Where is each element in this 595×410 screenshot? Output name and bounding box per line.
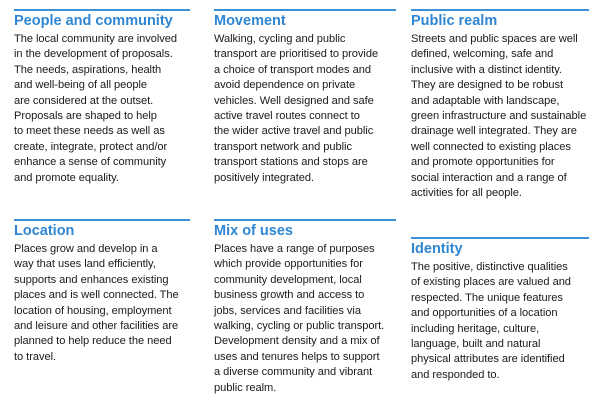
card-text (411, 32, 589, 201)
card-divider (14, 9, 190, 11)
text-line: and opportunities of a location (411, 307, 558, 320)
text-line: are considered at the outset. (14, 94, 154, 107)
text-line: and leisure and other facilities are (14, 320, 179, 333)
text-line: location of housing, employment (14, 304, 172, 317)
card-text (14, 32, 190, 186)
text-line: a choice of transport modes and (214, 63, 371, 76)
card-mix-of-uses (214, 219, 396, 396)
text-line: a diverse community and vibrant (214, 366, 373, 379)
card-divider (14, 219, 190, 221)
text-line: inclusive with a distinct identity. (411, 63, 562, 76)
text-line: create, integrate, protect and/or (14, 140, 168, 153)
text-line: respected. The unique features (411, 291, 563, 304)
text-line: The local community are involved (14, 33, 178, 45)
text-line: supports and enhances existing (14, 273, 169, 286)
text-line: transport network and public (214, 140, 352, 153)
text-line: to meet these needs as well as (14, 125, 165, 138)
card-text (14, 242, 190, 365)
card-text (214, 32, 396, 186)
text-line: They are designed to be robust (411, 79, 564, 92)
text-line: language, built and natural (411, 338, 541, 351)
text-line: The needs, aspirations, health (14, 63, 162, 76)
text-line: positively integrated. (214, 171, 315, 184)
text-line: and promote equality. (14, 171, 119, 184)
text-line: way that uses land efficiently, (14, 258, 156, 271)
text-line: The positive, distinctive qualities (411, 261, 568, 273)
card-movement (214, 9, 396, 186)
card-divider (214, 9, 396, 11)
text-line: planned to help reduce the need (14, 335, 172, 348)
text-line: to travel. (14, 350, 57, 363)
text-line: community development, local (214, 273, 362, 286)
text-line: green infrastructure and sustainable (411, 110, 587, 123)
text-line: transport stations and stops are (214, 156, 368, 169)
text-line: of existing places are valued and (411, 276, 571, 289)
text-line: uses and tenures helps to support (214, 350, 380, 363)
card-location (14, 219, 190, 365)
card-text (411, 260, 589, 383)
text-line: and promote opportunities for (411, 156, 555, 169)
text-line: enhance a sense of community (14, 156, 167, 169)
card-title: Identity (411, 241, 463, 257)
card-divider (214, 219, 396, 221)
text-line: activities for all people. (411, 187, 522, 200)
card-title: People and community (14, 13, 173, 29)
card-identity (411, 237, 589, 383)
text-line: drainage well integrated. They are (411, 125, 577, 138)
card-title: Public realm (411, 13, 498, 29)
text-line: including heritage, culture, (411, 322, 540, 335)
text-line: and responded to. (411, 368, 500, 381)
text-line: public realm. (214, 381, 277, 394)
text-line: places and is well connected. The (14, 289, 179, 302)
text-line: jobs, services and facilities via (214, 304, 361, 317)
text-line: and adaptable with landscape, (411, 94, 560, 107)
text-line: defined, welcoming, safe and (411, 48, 554, 61)
text-line: Places grow and develop in a (14, 243, 158, 255)
text-line: which provide opportunities for (214, 258, 363, 271)
card-text (214, 242, 396, 396)
text-line: business growth and access to (214, 289, 365, 302)
text-line: Places have a range of purposes (214, 243, 375, 255)
card-public-realm (411, 9, 589, 201)
text-line: well connected to existing places (411, 140, 571, 153)
text-line: and well-being of all people (14, 79, 148, 92)
card-divider (411, 237, 589, 239)
card-title: Location (14, 223, 75, 239)
card-divider (411, 9, 589, 11)
text-line: social interaction and a range of (411, 171, 567, 184)
text-line: transport are prioritised to provide (214, 48, 379, 61)
card-title: Mix of uses (214, 223, 293, 239)
text-line: avoid dependence on private (214, 79, 356, 92)
text-line: physical attributes are identified (411, 353, 565, 366)
text-line: the wider active travel and public (214, 125, 374, 138)
text-line: walking, cycling or public transport. (214, 320, 385, 333)
text-line: active travel routes connect to (214, 110, 360, 123)
text-line: in the development of proposals. (14, 48, 173, 61)
card-people-and-community (14, 9, 190, 186)
text-line: Development density and a mix of (214, 335, 380, 348)
text-line: vehicles. Well designed and safe (214, 94, 374, 107)
text-line: Walking, cycling and public (214, 33, 346, 45)
text-line: Proposals are shaped to help (14, 110, 157, 123)
text-line: Streets and public spaces are well (411, 33, 578, 45)
card-title: Movement (214, 13, 286, 29)
